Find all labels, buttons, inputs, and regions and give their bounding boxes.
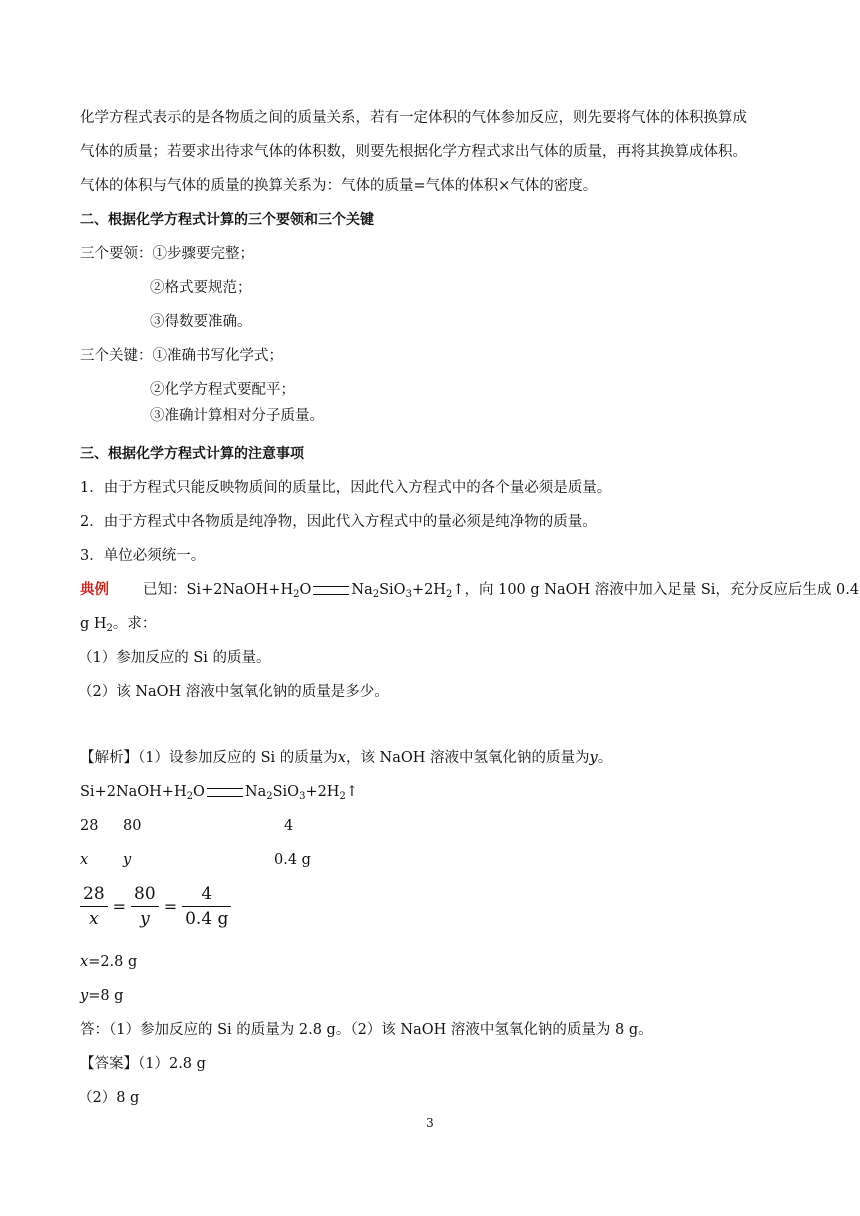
section-2-heading: 二、根据化学方程式计算的三个要领和三个关键 [80,212,374,228]
denominator: x [89,909,99,929]
analysis-text: （1）设参加反应的 Si 的质量为 [138,750,338,766]
subscript: 2 [106,623,113,634]
numerator: 80 [131,884,159,907]
example-text: Na [351,582,373,598]
result-x [80,952,137,972]
question-1: （1）参加反应的 Si 的质量。 [78,650,271,666]
key-item: ②化学方程式要配平； [150,382,295,398]
example-text: O [299,582,312,598]
denominator: 0.4 g [185,909,229,929]
answer-statement: 答：（1）参加反应的 Si 的质量为 2.8 g。（2）该 NaOH 溶液中氢氧化钠的质量为 8 g。 [80,1022,653,1038]
result-value: =2.8 g [88,954,138,970]
essential-item: ①步骤要完整； [152,246,254,262]
page-number: 3 [426,1116,434,1130]
note-item: 3．单位必须统一。 [80,548,206,564]
fraction [80,884,108,929]
equation-text: +2H [305,784,340,800]
gas-arrow: ↑ [345,784,358,800]
ratio-naoh: 80 [123,818,142,834]
keys-label: 三个关键： [80,348,153,364]
essential-item: ③得数要准确。 [150,314,252,330]
essential-item: ②格式要规范； [150,280,252,296]
example-tag: 典例 [80,582,109,598]
unknown-x: x [80,852,89,868]
variable-y: y [589,750,598,766]
essentials-line-1 [80,244,254,264]
ratio-h2: 4 [284,818,294,834]
fraction [131,884,159,929]
reaction-equals-sign [207,788,243,797]
subscript: 3 [299,791,306,802]
answer-2: （2）8 g [78,1090,140,1106]
variable-x: x [337,750,346,766]
intro-line-2: 气体的质量；若要求出待求气体的体积数，则要先根据化学方程式求出气体的质量，再将其换算成体积。 [80,144,747,160]
result-value: =8 g [88,988,124,1004]
numerator: 28 [80,884,108,907]
unknown-y: y [123,852,132,868]
fraction [182,884,231,929]
subscript: 2 [293,589,300,600]
section-3-heading: 三、根据化学方程式计算的注意事项 [80,446,304,462]
equation-text: Si+2NaOH+H [80,784,187,800]
denominator: y [140,909,150,929]
example-text: 。求： [112,616,157,632]
analysis-text: 。 [597,750,613,766]
subscript: 2 [445,589,453,600]
answer-1: （1）2.8 g [138,1056,206,1072]
variable-x: x [80,954,89,970]
analysis-label: 【解析】 [80,750,138,766]
example-line-2 [80,614,156,639]
proportion-formula [80,884,231,929]
equals: = [112,897,127,916]
chemical-equation [80,782,358,807]
example-text: +2H [411,582,446,598]
keys-line-1 [80,346,283,366]
key-item: ①准确书写化学式； [152,348,283,364]
example-text: SiO [379,582,406,598]
subscript: 2 [372,589,380,600]
reaction-equals-sign [313,586,349,595]
subscript: 3 [405,589,412,600]
analysis-text: ，该 NaOH 溶液中氢氧化钠的质量为 [345,750,590,766]
example-text: ↑，向 100 g NaOH 溶液中加入足量 Si，充分反应后生成 0.4 [452,582,860,598]
equation-text: Na [244,784,267,800]
equals: = [163,897,178,916]
answer-label: 【答案】 [80,1056,138,1072]
numerator: 4 [182,884,231,907]
subscript: 2 [339,791,346,802]
key-item: ③准确计算相对分子质量。 [150,408,324,424]
subscript: 2 [266,791,273,802]
equation-text: O [192,784,205,800]
subscript: 2 [186,791,193,802]
known-mass: 0.4 g [274,852,311,868]
intro-line-3: 气体的体积与气体的质量的换算关系为：气体的质量=气体的体积×气体的密度。 [80,178,598,194]
question-2: （2）该 NaOH 溶液中氢氧化钠的质量是多少。 [78,684,389,700]
essentials-label: 三个要领： [80,246,153,262]
note-item: 2．由于方程式中各物质是纯净物，因此代入方程式中的量必须是纯净物的质量。 [80,514,597,530]
answer-line-1 [80,1054,206,1074]
example-line-1 [80,580,859,605]
intro-line-1: 化学方程式表示的是各物质之间的质量关系，若有一定体积的气体参加反应，则先要将气体的体积换算成 [80,110,747,126]
variable-y: y [80,988,89,1004]
analysis-intro [80,748,612,768]
result-y [80,986,123,1006]
note-item: 1．由于方程式只能反映物质间的质量比，因此代入方程式中的各个量必须是质量。 [80,480,612,496]
ratio-si: 28 [80,818,99,834]
example-text: 已知：Si+2NaOH+H [143,582,294,598]
example-text: g H [80,616,107,632]
equation-text: SiO [272,784,300,800]
